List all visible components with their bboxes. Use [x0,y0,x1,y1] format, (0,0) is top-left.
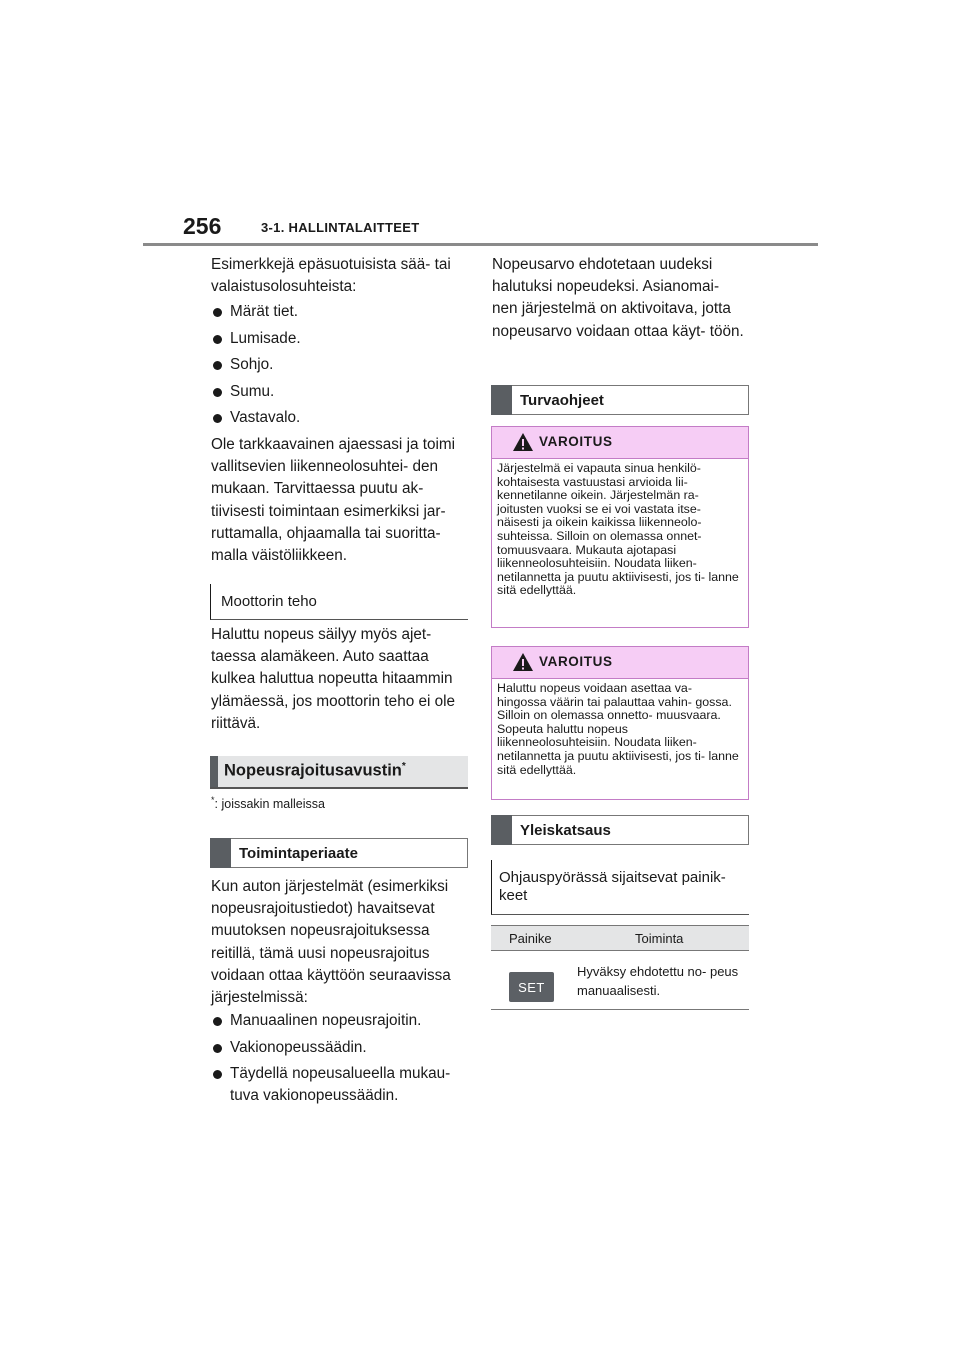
assist-heading [210,756,468,789]
list-item: Lumisade. [211,328,471,350]
weather-bullet-list [211,301,471,434]
caution-paragraph: Ole tarkkaavainen ajaessasi ja toimi vallitsevien liikenneolosuhtei- den mukaan. Tarvittaessa puutu ak- tiivisesti toimintaan esimerkiksi jar- ruttamalla, ohjaamalla tai suoritta- malla väistöliikkeen. [211,436,456,565]
column-header-button: Painike [509,931,552,946]
list-item: Täydellä nopeusalueella mukau- tuva vakionopeussäädin. [211,1063,466,1107]
safety-heading-label: Turvaohjeet [520,392,604,409]
buttons-subheading-label: Ohjauspyörässä sijaitsevat painik- keet [499,869,726,904]
principle-paragraph: Kun auton järjestelmät (esimerkiksi nopeusrajoitustiedot) havaitsevat muutoksen nopeusrajoituksessa reitillä, tämä uusi nopeusrajoitus voidaan ottaa käyttöön seuraavissa järjestelmissä: [211,878,451,1007]
table-header [491,925,749,951]
asterisk-mark: * [401,761,406,772]
warning-title: VAROITUS [539,434,613,449]
page-number: 256 [183,213,222,239]
engine-subheading-label: Moottorin teho [221,593,317,610]
footnote-mark: * [211,795,215,805]
engine-paragraph: Haluttu nopeus säilyy myös ajet- taessa alamäkeen. Auto saattaa kulkea haluttua nopeutta hitaammin ylämäessä, jos moottorin teho ei ole riittävä. [211,626,456,732]
warning-triangle-icon [512,652,534,672]
list-item: Sohjo. [211,354,471,376]
warning-text: Järjestelmä ei vapauta sinua henkilö- kohtaisesta vastuustasi arvioida lii- kennetilanne oikein. Järjestelmän ra- joitusten vuoksi se ei voi vastata itse- näisesti ja oikein kaikissa liikenneolo- suhteissa. Silloin on olemassa onnet- tomuusvaara. Mukauta ajotapasi liikenneolosuhteisiin. Noudata liiken- netilannetta ja puutu aktiivisesti, jos ti- lanne sitä edellyttää. [497,461,739,598]
safety-heading [491,385,749,415]
footnote [211,795,325,811]
suggestion-paragraph: Nopeusarvo ehdotetaan uudeksi halutuksi nopeudeksi. Asianomai- nen järjestelmä on aktivoitava, jotta nopeusarvo voidaan ottaa käyt- töön. [492,256,744,340]
warning-triangle-icon [512,432,534,452]
list-item: Vastavalo. [211,407,471,429]
column-header-action: Toiminta [635,931,684,946]
action-text: Hyväksy ehdotettu no- peus manuaalisesti. [577,964,739,998]
principle-heading [210,838,468,868]
buttons-subheading [491,860,749,915]
list-item: Vakionopeussäädin. [211,1037,466,1059]
list-item: Märät tiet. [211,301,471,323]
intro-paragraph: Esimerkkejä epäsuotuisista sää- tai valaistusolosuhteista: [211,256,451,296]
section-title: 3-1. HALLINTALAITTEET [261,220,420,235]
table-row [491,951,749,1010]
set-button: SET [509,972,554,1002]
principle-heading-label: Toimintaperiaate [239,845,358,862]
warning-title: VAROITUS [539,654,613,669]
overview-heading [491,815,749,845]
footnote-text: : joissakin malleissa [214,797,325,812]
assist-heading-label: Nopeusrajoitusavustin [224,761,402,780]
list-item: Sumu. [211,381,471,403]
warning-box [491,426,749,628]
overview-heading-label: Yleiskatsaus [520,822,611,839]
warning-text: Haluttu nopeus voidaan asettaa va- hingossa väärin tai palauttaa vahin- gossa. Silloin on olemassa onnetto- muusvaara. Sopeuta haluttu nopeus liikenneolosuhteisiin. Noudata liiken- netilannetta ja puutu aktiivisesti, jos ti- lanne sitä edellyttää. [497,681,739,777]
warning-box [491,646,749,800]
header-divider [143,243,818,246]
engine-subheading [210,584,468,620]
systems-bullet-list [211,1010,466,1112]
list-item: Manuaalinen nopeusrajoitin. [211,1010,466,1032]
